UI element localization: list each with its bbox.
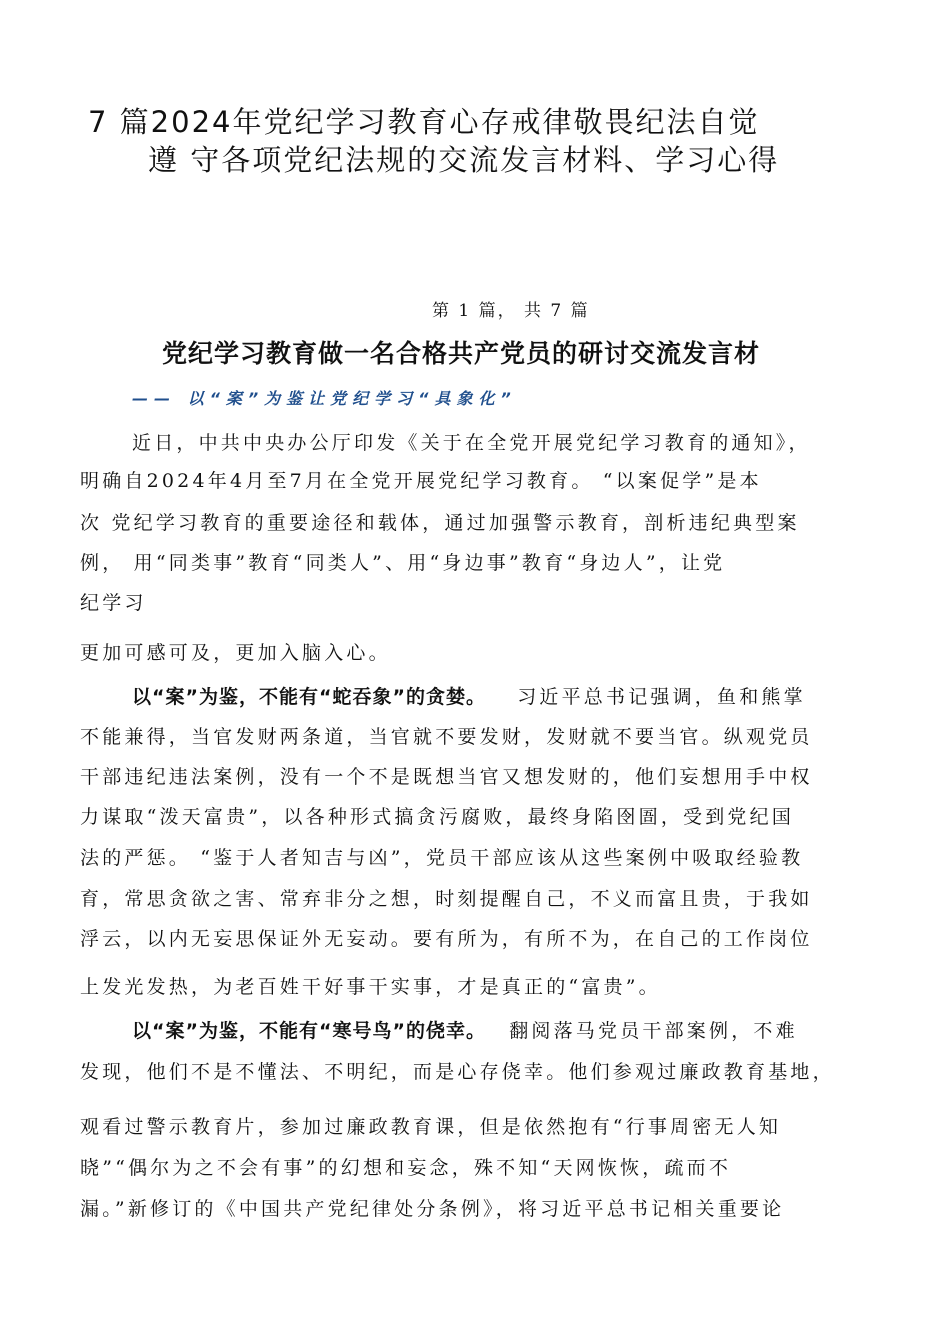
paragraph-line: 干部违纪违法案例，没有一个不是既想当官又想发财的，他们妄想用手中权 <box>80 766 813 788</box>
part-counter: 第 1 篇， 共 7 篇 <box>432 301 590 321</box>
paragraph-line: 力谋取“泼天富贵”，以各种形式搞贪污腐败，最终身陷囹圄，受到党纪国 <box>80 806 795 828</box>
paragraph-line: 观看过警示教育片，参加过廉政教育课，但是依然抱有“行事周密无人知 <box>80 1116 782 1138</box>
paragraph-line: 明确自2024年4月至7月在全党开展党纪学习教育。 “以案促学”是本 <box>80 470 762 492</box>
paragraph-line: 例， 用“同类事”教育“同类人”、用“身边事”教育“身边人”，让党 <box>80 552 726 574</box>
section-heading: 党纪学习教育做一名合格共产党员的研讨交流发言材 <box>162 339 761 368</box>
paragraph-text: 习近平总书记强调，鱼和熊掌 <box>517 686 806 708</box>
paragraph-line: 更加可感可及，更加入脑入心。 <box>80 642 391 664</box>
paragraph-line: 发现，他们不是不懂法、不明纪，而是心存侥幸。他们参观过廉政教育基地， <box>80 1061 835 1083</box>
paragraph-line: 上发光发热，为老百姓干好事干实事，才是真正的“富贵”。 <box>80 976 661 998</box>
paragraph-text: 翻阅落马党员干部案例，不难 <box>509 1020 798 1042</box>
section-subtitle: —— 以“案”为鉴让党纪学习“具象化” <box>132 389 517 408</box>
paragraph-line: 次 党纪学习教育的重要途径和载体，通过加强警示教育，剖析违纪典型案 <box>80 512 800 534</box>
document-title-line-1: 7 篇2024年党纪学习教育心存戒律敬畏纪法自觉 <box>88 105 760 139</box>
paragraph-line: 纪学习 <box>80 592 147 614</box>
paragraph-line: 浮云，以内无妄思保证外无妄动。要有所为，有所不为，在自己的工作岗位 <box>80 928 813 950</box>
paragraph-line <box>132 1016 798 1043</box>
document-title-line-2: 遵 守各项党纪法规的交流发言材料、学习心得 <box>148 143 780 177</box>
paragraph-lead: 以“案”为鉴，不能有“蛇吞象”的贪婪。 <box>132 686 486 708</box>
paragraph-line: 漏。”新修订的《中国共产党纪律处分条例》，将习近平总书记相关重要论 <box>80 1198 785 1220</box>
paragraph-line: 法的严惩。 “鉴于人者知吉与凶”，党员干部应该从这些案例中吸取经验教 <box>80 847 804 869</box>
paragraph-line: 近日，中共中央办公厅印发《关于在全党开展党纪学习教育的通知》， <box>132 432 811 454</box>
paragraph-line <box>132 682 806 709</box>
paragraph-lead: 以“案”为鉴，不能有“寒号鸟”的侥幸。 <box>132 1020 486 1042</box>
paragraph-line: 不能兼得，当官发财两条道，当官就不要发财，发财就不要当官。纵观党员 <box>80 726 813 748</box>
paragraph-line: 晓”“偶尔为之不会有事”的幻想和妄念，殊不知“天网恢恢，疏而不 <box>80 1157 732 1179</box>
paragraph-line: 育，常思贪欲之害、常弃非分之想，时刻提醒自己，不义而富且贵，于我如 <box>80 888 813 910</box>
